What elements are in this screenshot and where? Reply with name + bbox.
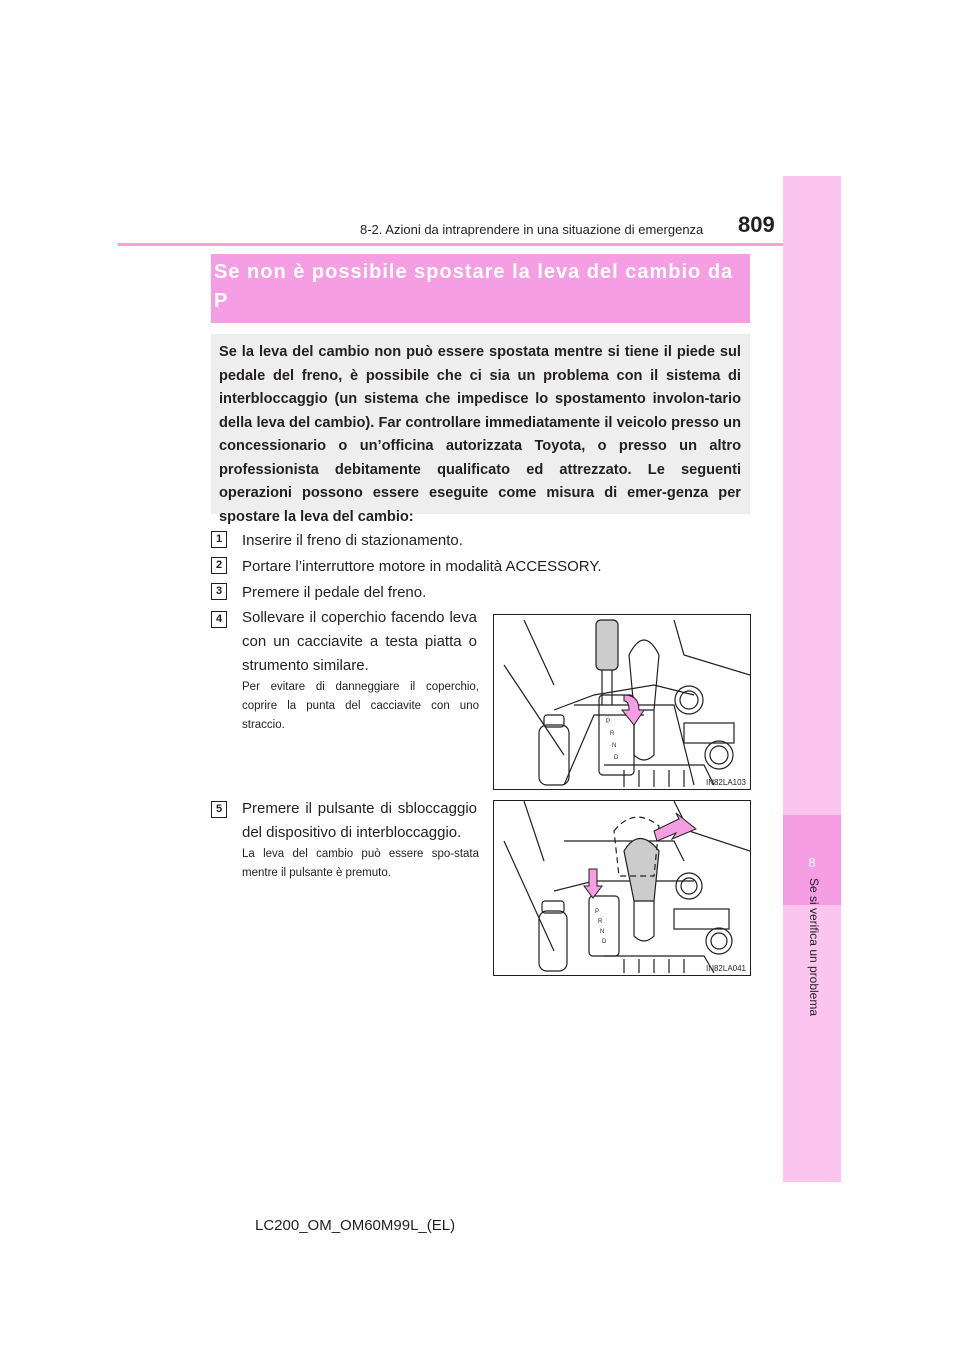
step-note-5: La leva del cambio può essere spo-stata mentre il pulsante è premuto. bbox=[242, 848, 479, 879]
chapter-title: Se si verifica un problema bbox=[807, 877, 821, 1017]
step-text-4: Sollevare il coperchio facendo leva con un cacciavite a testa piatta o strumento similare. bbox=[242, 609, 477, 674]
svg-text:R: R bbox=[610, 731, 615, 737]
step-text-5: Premere il pulsante di sbloccaggio del dispositivo di interbloccaggio. bbox=[242, 800, 477, 841]
step-number-1: 1 bbox=[211, 531, 227, 548]
step-text-1: Inserire il freno di stazionamento. bbox=[242, 532, 463, 549]
console-illustration-1 bbox=[494, 615, 750, 789]
svg-text:N: N bbox=[612, 743, 617, 749]
figure-release-button bbox=[493, 800, 751, 976]
step-number-5: 5 bbox=[211, 801, 227, 818]
figure-code-2: IN82LA041 bbox=[705, 964, 746, 973]
step-number-3: 3 bbox=[211, 583, 227, 600]
intro-text: Se la leva del cambio non può essere spostata mentre si tiene il piede sul pedale del freno, è possibile che ci sia un problema con il sistema di interbloccaggio (un sistema che impedisce lo spostamento involon-tario della leva del cambio). Far controllare immediatamente il veicolo presso un concessionario o un’officina autorizzata Toyota, o presso un altro professionista debitamente qualificato ed attrezzato. Le seguenti operazioni possono essere eseguite come misura di emer-genza per spostare la leva del cambio: bbox=[219, 344, 741, 525]
document-code: LC200_OM_OM60M99L_(EL) bbox=[255, 1217, 456, 1234]
section-reference: 8-2. Azioni da intraprendere in una situazione di emergenza bbox=[360, 222, 704, 237]
svg-text:R: R bbox=[598, 919, 603, 925]
svg-text:P: P bbox=[595, 909, 600, 915]
svg-text:D: D bbox=[614, 755, 619, 761]
header-divider bbox=[118, 243, 783, 246]
figure-remove-cover bbox=[493, 614, 751, 790]
svg-text:D: D bbox=[602, 939, 607, 945]
step-text-3: Premere il pedale del freno. bbox=[242, 584, 427, 601]
svg-text:P: P bbox=[606, 719, 611, 725]
page-title: Se non è possibile spostare la leva del cambio da P bbox=[214, 261, 734, 312]
svg-text:N: N bbox=[600, 929, 605, 935]
step-number-2: 2 bbox=[211, 557, 227, 574]
page-number: 809 bbox=[738, 212, 775, 237]
step-note-4: Per evitare di danneggiare il coperchio, coprire la punta del cacciavite con uno straccio. bbox=[242, 681, 479, 731]
figure-code-1: IN82LA103 bbox=[705, 778, 746, 787]
chapter-number: 8 bbox=[808, 855, 816, 870]
console-illustration-2 bbox=[494, 801, 750, 975]
step-number-4: 4 bbox=[211, 611, 227, 628]
step-text-2: Portare l’interruttore motore in modalità ACCESSORY. bbox=[242, 558, 602, 575]
